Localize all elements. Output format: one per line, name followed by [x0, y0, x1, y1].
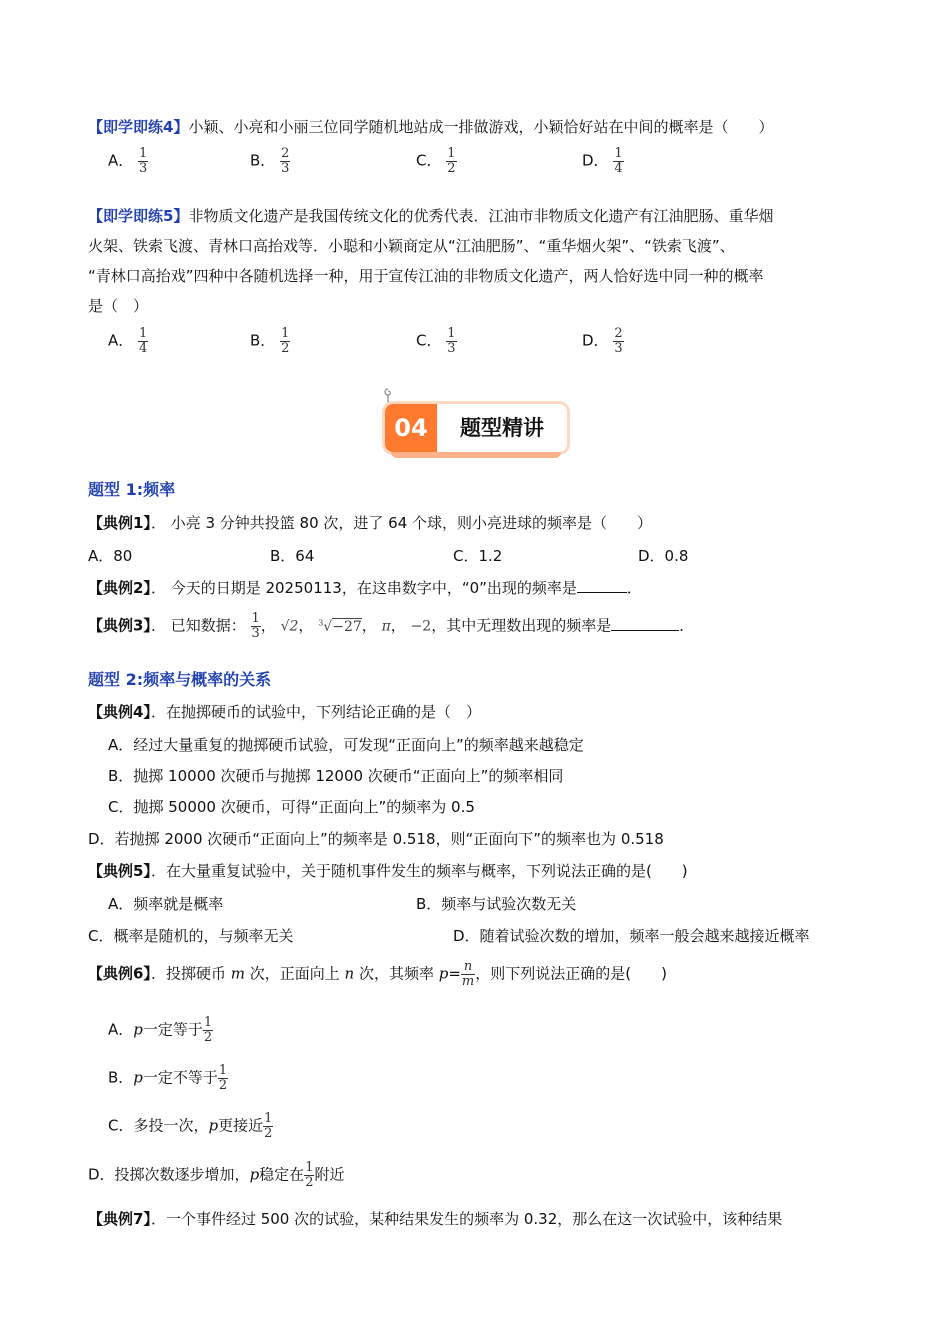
fraction: $\frac{1}{4}$ — [614, 146, 623, 176]
option-text: 附近 — [314, 1165, 345, 1184]
exercise-5-option-d[interactable] — [582, 327, 624, 355]
option-text: 更接近 — [218, 1116, 264, 1135]
exercise-tag: 【即学即练4】 — [88, 118, 189, 136]
example-5-option-b[interactable]: B．频率与试验次数无关 — [416, 895, 577, 913]
fraction: $\frac{1}{3}$ — [139, 146, 148, 176]
exercise-4-stem — [88, 116, 773, 137]
example-6-option-a[interactable] — [108, 1016, 213, 1044]
example-5-option-a[interactable]: A．频率就是概率 — [108, 895, 224, 913]
root-index: 3 — [318, 617, 324, 627]
example-text: ．投掷硬币 — [150, 964, 231, 983]
example-1-option-a[interactable]: A．80 — [88, 547, 133, 565]
exercise-5-option-b[interactable] — [250, 327, 290, 355]
example-1-option-c[interactable]: C．1.2 — [453, 547, 503, 565]
exercise-5-line-4: 是（ ） — [88, 297, 149, 315]
example-text: ，其中无理数出现的频率是 — [431, 616, 612, 635]
option-label: B． — [250, 151, 276, 170]
exercise-4-option-a[interactable] — [108, 147, 148, 175]
option-text: 稳定在 — [259, 1165, 305, 1184]
variable-p: p — [249, 1165, 260, 1184]
fraction-one-half: $\frac{1}{2}$ — [264, 1111, 273, 1141]
exercise-5-line-2: 火架、铁索飞渡、青林口高抬戏等．小聪和小颖商定从“江油肥肠”、“重华烟火架”、“铁索飞渡”、 — [88, 237, 735, 255]
fraction-one-third: $\frac{1}{3}$ — [251, 611, 260, 641]
example-4-option-b[interactable]: B．抛掷 10000 次硬币与抛掷 12000 次硬币“正面向上”的频率相同 — [108, 767, 564, 785]
type-2-heading: 题型 2:频率与概率的关系 — [88, 670, 272, 689]
example-1-option-b[interactable]: B．64 — [270, 547, 315, 565]
example-text: ．一个事件经过 500 次的试验，某种结果发生的频率为 0.32，那么在这一次试验中，该种结果 — [150, 1210, 783, 1228]
radicand: −27 — [332, 618, 362, 635]
separator: ， — [260, 616, 276, 635]
exercise-4-option-b[interactable] — [250, 147, 290, 175]
fraction-one-half: $\frac{1}{2}$ — [305, 1160, 314, 1190]
example-text: 次，其频率 — [354, 964, 439, 983]
example-4-option-c[interactable]: C．抛掷 50000 次硬币，可得“正面向上”的频率为 0.5 — [108, 798, 475, 816]
option-label: C． — [416, 331, 442, 350]
separator: ， — [361, 616, 377, 635]
exercise-5-line-3: “青林口高抬戏”四种中各随机选择一种，用于宣传江油的非物质文化遗产，两人恰好选中同一种的概率 — [88, 267, 764, 285]
example-4-option-d[interactable]: D．若抛掷 2000 次硬币“正面向上”的频率是 0.518，则“正面向下”的频率也为 0.518 — [88, 830, 664, 848]
option-text: D．投掷次数逐步增加， — [88, 1165, 250, 1184]
exercise-5-line-1 — [88, 205, 773, 226]
example-tag: 【典例6】 — [88, 964, 151, 983]
example-tag: 【典例3】 — [88, 616, 151, 635]
banner-underline — [391, 452, 561, 458]
example-6-option-b[interactable] — [108, 1064, 228, 1092]
fraction: $\frac{1}{2}$ — [281, 326, 290, 356]
option-label: A． — [108, 331, 134, 350]
option-label: D． — [582, 151, 609, 170]
fraction: $\frac{1}{2}$ — [447, 146, 456, 176]
answer-blank[interactable] — [611, 616, 679, 631]
fraction-one-half: $\frac{1}{2}$ — [203, 1015, 213, 1045]
separator: ， — [298, 616, 314, 635]
fraction: $\frac{1}{3}$ — [447, 326, 456, 356]
exercise-4-option-d[interactable] — [582, 147, 624, 175]
cube-root-minus-27: $^3$√−27 — [318, 617, 362, 635]
exercise-4-option-c[interactable] — [416, 147, 457, 175]
fraction: $\frac{2}{3}$ — [281, 146, 290, 176]
example-tag: 【典例7】 — [88, 1210, 151, 1228]
example-4-option-a[interactable]: A．经过大量重复的抛掷硬币试验，可发现“正面向上”的频率越来越稳定 — [108, 736, 584, 754]
option-label: A． — [108, 151, 134, 170]
pi-symbol: π — [381, 618, 391, 635]
exercise-5-option-c[interactable] — [416, 327, 457, 355]
section-banner — [385, 404, 567, 452]
variable-n: n — [344, 964, 355, 983]
example-text: ． 已知数据： — [150, 616, 246, 635]
example-2-stem — [88, 577, 642, 598]
sqrt-two: √2 — [280, 618, 299, 635]
example-text: 次，正面向上 — [244, 964, 345, 983]
exercise-text: 小颖、小亮和小丽三位同学随机地站成一排做游戏，小颖恰好站在中间的概率是（ ） — [188, 118, 774, 136]
punctuation: ． — [626, 579, 642, 597]
variable-p: p — [438, 964, 449, 983]
example-text: ． 小亮 3 分钟共投篮 80 次，进了 64 个球，则小亮进球的频率是（ ） — [150, 514, 653, 532]
exercise-tag: 【即学即练5】 — [88, 207, 189, 225]
variable-p: p — [208, 1116, 219, 1135]
option-label: D． — [582, 331, 609, 350]
example-5-stem — [88, 860, 688, 881]
example-1-option-d[interactable]: D．0.8 — [638, 547, 689, 565]
example-1-stem — [88, 512, 652, 533]
variable-p: p — [133, 1068, 143, 1087]
option-label: B． — [108, 1068, 134, 1087]
option-label: C． — [416, 151, 442, 170]
fraction: $\frac{1}{4}$ — [139, 326, 148, 356]
option-text: 一定不等于 — [142, 1068, 218, 1087]
example-text: ，则下列说法正确的是( ) — [475, 964, 667, 983]
option-text: 一定等于 — [142, 1020, 203, 1039]
fraction-n-over-m: $\frac{n}{m}$ — [461, 959, 475, 989]
separator: ， — [390, 616, 406, 635]
variable-m: m — [230, 964, 245, 983]
example-text: ．在抛掷硬币的试验中，下列结论正确的是（ ） — [150, 703, 481, 721]
type-1-heading: 题型 1:频率 — [88, 480, 176, 499]
exercise-text: 非物质文化遗产是我国传统文化的优秀代表．江油市非物质文化遗产有江油肥肠、重华烟 — [188, 207, 774, 225]
example-6-option-d[interactable] — [88, 1161, 344, 1189]
equals-sign: = — [448, 964, 461, 983]
exercise-5-option-a[interactable] — [108, 327, 148, 355]
option-label: A． — [108, 1020, 134, 1039]
minus-two: −2 — [410, 618, 432, 635]
variable-p: p — [133, 1020, 143, 1039]
example-text: ．在大量重复试验中，关于随机事件发生的频率与概率，下列说法正确的是( ) — [150, 862, 688, 880]
fraction-one-half: $\frac{1}{2}$ — [218, 1063, 228, 1093]
punctuation: ． — [679, 616, 695, 635]
example-7-stem — [88, 1208, 782, 1229]
example-tag: 【典例5】 — [88, 862, 151, 880]
example-5-option-c[interactable]: C．概率是随机的，与频率无关 — [88, 927, 294, 945]
example-tag: 【典例4】 — [88, 703, 151, 721]
section-number: 04 — [385, 404, 437, 452]
example-6-option-c[interactable] — [108, 1112, 273, 1140]
example-4-stem — [88, 701, 481, 722]
option-text: C．多投一次， — [108, 1116, 209, 1135]
example-5-option-d[interactable]: D．随着试验次数的增加，频率一般会越来越接近概率 — [453, 927, 810, 945]
answer-blank[interactable] — [577, 578, 627, 593]
option-label: B． — [250, 331, 276, 350]
section-title: 题型精讲 — [460, 416, 544, 440]
fraction: $\frac{2}{3}$ — [614, 326, 623, 356]
example-3-stem — [88, 612, 694, 640]
example-tag: 【典例2】 — [88, 579, 151, 597]
example-text: ． 今天的日期是 20250113，在这串数字中，“0”出现的频率是 — [150, 579, 577, 597]
example-tag: 【典例1】 — [88, 514, 151, 532]
example-6-stem — [88, 960, 667, 988]
